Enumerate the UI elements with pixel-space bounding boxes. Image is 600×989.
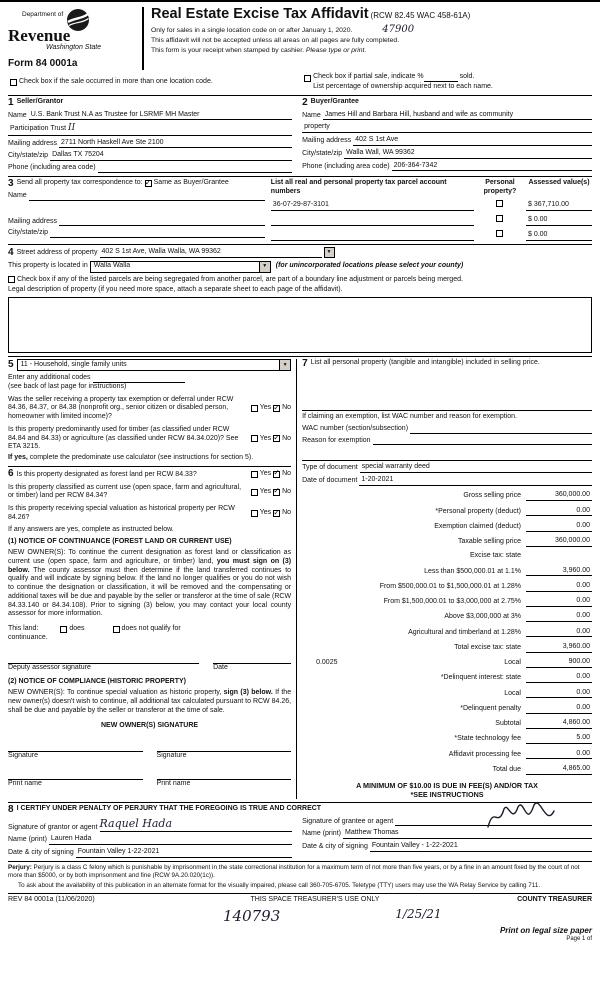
- forest-yes-checkbox[interactable]: [251, 471, 258, 478]
- county-treasurer-label: COUNTY TREASURER: [517, 896, 592, 904]
- perjury-section: [8, 864, 592, 891]
- print-name-label: Print name: [8, 779, 42, 787]
- seller-phone-input[interactable]: [98, 172, 293, 173]
- check-icon: ✓: [273, 468, 280, 478]
- parcel-numbers-header: List all real and personal property tax parcel account numbers: [270, 178, 447, 195]
- no-label: No: [282, 469, 292, 477]
- tax-value[interactable]: 0.00: [526, 612, 592, 622]
- dor-brand: [8, 7, 142, 70]
- grantee-datecity-label: Date & city of signing: [302, 843, 368, 850]
- personal-property-section: [302, 359, 592, 457]
- land-use-select-arrow-icon[interactable]: [279, 360, 290, 370]
- assessed-value-header: Assessed value(s): [528, 178, 590, 186]
- forest-land-question: Is this property designated as forest land per RCW 84.33?: [16, 470, 197, 478]
- minimum-due-note: A MINIMUM OF $10.00 IS DUE IN FEE(S) AND/OR TAX: [356, 780, 538, 790]
- parcel-number-input-1[interactable]: 36-07-29-87-3101: [271, 201, 474, 211]
- section-2-number: 2: [302, 96, 308, 108]
- county-select[interactable]: [90, 261, 271, 273]
- no-label: No: [282, 509, 292, 517]
- tax-label: Agricultural and timberland at 1.28%: [408, 628, 521, 636]
- divider: [8, 893, 592, 894]
- tax-value[interactable]: 0.00: [526, 582, 592, 592]
- owner-signature-cell-2: [157, 743, 292, 761]
- personal-property-intro: List all personal property (tangible and intangible) included in selling price.: [310, 359, 540, 366]
- forest-no-checkbox[interactable]: [273, 468, 280, 478]
- timber-yes-checkbox[interactable]: [251, 435, 258, 442]
- check-icon: ✓: [273, 402, 280, 412]
- tax-label: Subtotal: [495, 720, 521, 727]
- treasurer-stamp-number: 140793: [223, 907, 281, 926]
- section-5-number: 5: [8, 359, 14, 370]
- tax-row-local: [302, 658, 592, 668]
- tax-value[interactable]: 360,000.00: [526, 491, 592, 501]
- yes-label: Yes: [259, 487, 272, 495]
- assessed-value-input-1[interactable]: $ 367,710.00: [526, 201, 592, 211]
- personal-property-blank-area[interactable]: [302, 369, 592, 407]
- tax-label: Taxable selling price: [457, 538, 521, 545]
- divider: [302, 410, 592, 411]
- local-rate-value: 0.0025: [316, 659, 338, 666]
- notice-compliance-title: (2) NOTICE OF COMPLIANCE (HISTORIC PROPERTY): [8, 678, 186, 686]
- new-owner-signature-1-input[interactable]: [8, 743, 143, 752]
- buyer-grantee-section: [297, 98, 592, 173]
- section-4-number: 4: [8, 246, 14, 258]
- partial-sale-percent-input[interactable]: [424, 81, 458, 82]
- seller-name-line2-text: Participation Trust: [10, 125, 67, 133]
- buyer-mailing-input[interactable]: 402 S 1st Ave: [353, 136, 592, 146]
- tax-row-rate-3: [302, 597, 592, 607]
- tax-label: *Delinquent interest: state: [440, 674, 521, 682]
- tax-label: From $1,500,000.01 to $3,000,000 at 2.75%: [383, 598, 521, 605]
- tax-value[interactable]: 0.00: [526, 597, 592, 607]
- buyer-phone-input[interactable]: 206-364-7342: [392, 162, 592, 172]
- tax-computation-section: [302, 463, 592, 798]
- tax-row-exemption-deduct: [302, 522, 592, 532]
- perjury-label: Perjury:: [8, 863, 32, 871]
- correspondence-city-input[interactable]: [50, 237, 265, 238]
- notice1-text-a: NEW OWNER(S): To continue the current designation as forest land or classification as current use (open space, farm and agriculture, or timber) land,: [8, 549, 292, 565]
- document-date-input[interactable]: 1-20-2021: [359, 476, 592, 486]
- personal-property-checkbox-2[interactable]: [496, 215, 503, 222]
- seller-mailing-label: Mailing address: [8, 139, 58, 147]
- notice-continuance-body: [8, 549, 291, 619]
- personal-property-checkbox-3[interactable]: [496, 230, 503, 237]
- multi-location-checkbox[interactable]: [10, 79, 17, 86]
- buyer-phone-label: Phone (including area code): [302, 162, 390, 170]
- seller-phone-label: Phone (including area code): [8, 164, 96, 171]
- codes-instructions-note: (see back of last page for instructions): [8, 382, 127, 390]
- left-column: [8, 359, 297, 799]
- check-icon: ✓: [273, 507, 280, 517]
- middle-columns: [8, 359, 592, 799]
- sold-label: sold.: [459, 73, 475, 80]
- arrow-down-icon: ▼: [326, 248, 332, 255]
- grantor-printname-label: Name (print): [8, 836, 47, 844]
- seller-name-input[interactable]: U.S. Bank Trust N.A as Trustee for LSRMF MH Master: [29, 111, 292, 121]
- segregated-parcels-label: Check box if any of the listed parcels are being segregated from another parcel, are part of a boundary line adjustment or parcels being merged.: [17, 275, 463, 283]
- tax-value[interactable]: 4,865.00: [526, 765, 592, 775]
- tax-value[interactable]: 5.00: [526, 734, 592, 744]
- notice2-text-a: NEW OWNER(S): To continue special valuation as historic property,: [8, 689, 224, 696]
- yes-label: Yes: [259, 509, 272, 517]
- tax-label: From $500,000.01 to $1,500,000.01 at 1.28%: [379, 582, 521, 590]
- current-use-no-checkbox[interactable]: [273, 486, 280, 496]
- street-address-label: Street address of property: [16, 248, 98, 256]
- timber-no-checkbox[interactable]: [273, 432, 280, 442]
- timber-question: Is this property predominantly used for timber (as classified under RCW 84.84 and 84.33) or agriculture (as classified under RCW 84.34.020)? See ETA 3215.: [8, 425, 239, 451]
- top-checkbox-row: [8, 73, 592, 92]
- rcw-reference: (RCW 82.45 WAC 458-61A): [370, 11, 471, 20]
- historical-no-checkbox[interactable]: [273, 507, 280, 517]
- yes-label: Yes: [259, 434, 272, 442]
- partial-sale-checkbox[interactable]: [304, 75, 311, 82]
- tax-row-personal-deduct: [302, 507, 592, 517]
- tax-label: Less than $500,000.01 at 1.1%: [424, 567, 521, 575]
- street-address-dropdown-arrow-icon[interactable]: [324, 247, 335, 258]
- grantor-signature[interactable]: Raquel Hada: [99, 816, 173, 830]
- tax-row-delinquent-interest-local: [302, 689, 592, 699]
- tax-label: *Personal property (deduct): [435, 507, 521, 515]
- revenue-wordmark: Revenue: [8, 25, 71, 45]
- no-label: No: [282, 404, 292, 412]
- seller-city-input[interactable]: Dallas TX 75204: [50, 151, 292, 161]
- tax-row-rate-1: [302, 567, 592, 577]
- does-not-label: does not qualify for: [121, 625, 181, 632]
- tax-value[interactable]: 0.00: [526, 522, 592, 532]
- tax-row-delinquent-penalty: [302, 704, 592, 714]
- land-use-code-value: 11 - Household, single family units: [20, 360, 127, 368]
- tax-value[interactable]: 0.00: [526, 689, 592, 699]
- signature-label: Signature: [156, 752, 187, 759]
- seller-name-label: Name: [8, 111, 27, 119]
- tax-value[interactable]: 0.00: [526, 750, 592, 760]
- parcel-number-input-2[interactable]: [271, 225, 474, 226]
- tax-label: *State technology fee: [454, 735, 521, 743]
- seller-city-label: City/state/zip: [8, 152, 49, 160]
- buyer-name-input-line2[interactable]: property: [302, 123, 592, 133]
- correspondence-city-label: City/state/zip: [8, 229, 49, 237]
- exemption-reason-input[interactable]: [373, 444, 592, 445]
- instruction-line3: This form is your receipt when stamped by cashier.: [151, 46, 306, 54]
- divider: [8, 466, 291, 467]
- does-label: does: [69, 625, 85, 632]
- no-label: No: [282, 487, 292, 495]
- no-label: No: [282, 434, 292, 442]
- tax-label: Exemption claimed (deduct): [434, 522, 521, 530]
- tax-value[interactable]: 900.00: [526, 658, 592, 668]
- section-3-number: 3: [8, 177, 14, 189]
- section-6-number: 6: [8, 467, 14, 479]
- notice2-text-c: If the new owner(s) doesn't wish to continue, all additional tax calculated pursuant to RCW 84.26, shall be due and payable by the seller or transferor at the time of sale.: [8, 689, 292, 714]
- tax-value[interactable]: 360,000.00: [526, 537, 592, 547]
- personal-property-header: Personal property?: [483, 178, 517, 195]
- parcel-row: [271, 230, 592, 241]
- divider: [8, 95, 592, 96]
- handwritten-location-code: 47900: [382, 23, 415, 35]
- tax-row-subtotal: [302, 719, 592, 729]
- tax-row-rate-2: [302, 582, 592, 592]
- tax-value[interactable]: 0.00: [526, 673, 592, 683]
- notice-compliance-body: [8, 689, 291, 715]
- exemption-question: Was the seller receiving a property tax exemption or deferral under RCW 84.36, 84.37, or 84.38 (nonprofit org., senior citizen or disabled person, homeowner with limited income)?: [8, 395, 234, 420]
- yes-label: Yes: [259, 404, 272, 412]
- notice1-text-c: The county assessor must then determine if the land transferred continues to qualify and will indicate by signing below. If the land no longer qualifies or you do not wish to continue the designation or classification, it will be removed and the compensating or additional taxes will be due and payable by the seller or transferor at the time of sale (RCW 84.33.140 or 84.34.108). Prior to signing (3) below, you may contact your local county assessor for more information.: [8, 566, 292, 618]
- divider: [8, 244, 592, 245]
- divider: [302, 460, 592, 461]
- buyer-city-input[interactable]: Walla Wall, WA 99362: [344, 149, 592, 159]
- seller-name-handwritten-suffix: II: [68, 123, 76, 134]
- owner-printname-cell-1: [8, 771, 143, 789]
- wac-number-input[interactable]: [410, 433, 592, 434]
- alternate-format-note: To ask about the availability of this publication in an alternate format for the visually impaired, please call 360-705-6705. Teletype (TTY) users may use the WA Relay Service by calling 711.: [18, 882, 541, 890]
- divider: [8, 176, 592, 177]
- tax-value[interactable]: 4,860.00: [526, 719, 592, 729]
- notice1-text-bold: you must sign on (3) below.: [8, 557, 292, 574]
- new-owner-printname-1-input[interactable]: [8, 771, 143, 780]
- partial-sale-label: Check box if partial sale, indicate %: [313, 73, 424, 80]
- parcel-row: [271, 200, 592, 211]
- deputy-signature-cell: [8, 655, 199, 673]
- instruction-line1: Only for sales in a single location code on or after January 1, 2020.: [151, 26, 353, 34]
- deputy-assessor-signature-label: Deputy assessor signature: [8, 663, 91, 671]
- tax-row-tech-fee: [302, 734, 592, 744]
- tax-row-processing-fee: [302, 750, 592, 760]
- if-yes-label: If yes,: [8, 454, 28, 461]
- seller-name-input-line2[interactable]: [8, 123, 292, 135]
- buyer-grantee-title: Buyer/Grantee: [310, 98, 359, 106]
- if-yes-note: complete the predominate use calculator (see instructions for section 5).: [27, 454, 254, 461]
- correspondence-name-input[interactable]: [29, 200, 265, 201]
- tax-value[interactable]: 3,960.00: [526, 643, 592, 653]
- section-1-number: 1: [8, 96, 14, 108]
- same-as-buyer-label: Same as Buyer/Grantee: [153, 179, 229, 187]
- tax-row-total-due: [302, 765, 592, 775]
- deputy-date-cell: [213, 655, 291, 673]
- continuance-label: continuance.: [8, 633, 48, 641]
- buyer-name-label: Name: [302, 111, 321, 119]
- tax-row-taxable: [302, 537, 592, 547]
- new-owners-signature-title: NEW OWNER(S) SIGNATURE: [100, 722, 199, 730]
- seller-grantor-section: [8, 98, 297, 173]
- grantor-datecity-input[interactable]: Fountain Valley 1-22-2021: [76, 848, 292, 858]
- print-name-label: Print name: [156, 779, 191, 787]
- new-owner-printname-2-input[interactable]: [157, 771, 292, 780]
- type-or-print-note: Please type or print.: [305, 46, 367, 54]
- document-type-label: Type of document: [302, 464, 358, 472]
- tax-value[interactable]: 0.00: [526, 704, 592, 714]
- section-8-number: 8: [8, 803, 14, 815]
- page-title: Real Estate Excise Tax Affidavit: [151, 6, 369, 22]
- title-block: [142, 7, 592, 70]
- send-correspondence-label: Send all property tax correspondence to:: [16, 179, 143, 187]
- arrow-down-icon: ▼: [262, 263, 268, 270]
- exemption-yes-checkbox[interactable]: [251, 405, 258, 412]
- tax-label: Above $3,000,000 at 3%: [444, 613, 521, 621]
- grantee-signature-label: Signature of grantee or agent: [302, 817, 394, 825]
- reason-exemption-label: Reason for exemption: [302, 436, 371, 444]
- land-does-qualify-checkbox[interactable]: [60, 626, 67, 633]
- grantee-printname-label: Name (print): [302, 830, 341, 838]
- assessed-value-input-2[interactable]: $ 0.00: [526, 216, 592, 226]
- street-address-input[interactable]: 402 S 1st Ave, Walla Walla, WA 99362: [100, 248, 322, 258]
- see-instructions-note: *SEE INSTRUCTIONS: [410, 789, 484, 799]
- buyer-mailing-label: Mailing address: [302, 137, 352, 144]
- exemption-no-checkbox[interactable]: [273, 402, 280, 412]
- tax-value[interactable]: 0.00: [526, 507, 592, 517]
- tax-label: Local: [504, 659, 521, 666]
- notice-continuance-title: (1) NOTICE OF CONTINUANCE (FOREST LAND OR CURRENT USE): [8, 538, 232, 546]
- same-as-buyer-checkbox[interactable]: [144, 177, 152, 187]
- rev-number: REV 84 0001a (11/06/2020): [8, 896, 95, 904]
- wac-number-label: WAC number (section/subsection): [302, 424, 409, 432]
- unincorporated-note: (for unincorporated locations please select your county): [275, 262, 464, 270]
- claiming-exemption-note: If claiming an exemption, list WAC number and reason for exemption.: [302, 413, 517, 420]
- form-number: Form 84 0001a: [8, 57, 78, 69]
- legal-size-note: Print on legal size paper: [499, 925, 592, 935]
- county-select-value: Walla Walla: [93, 262, 131, 270]
- tax-row-total-state: [302, 643, 592, 653]
- arrow-down-icon: ▼: [282, 361, 288, 368]
- property-location-section: [8, 247, 592, 354]
- parcel-row: [271, 215, 592, 226]
- current-use-question: Is this property classified as current use (open space, farm and agricultural, or timber) land per RCW 84.34?: [8, 483, 242, 500]
- land-does-not-qualify-checkbox[interactable]: [113, 626, 120, 633]
- land-use-code-select[interactable]: [17, 359, 292, 371]
- new-owner-signature-2-input[interactable]: [157, 743, 292, 752]
- tax-label: Affidavit processing fee: [448, 750, 521, 758]
- grantor-datecity-label: Date & city of signing: [8, 849, 74, 856]
- tax-row-rate-4: [302, 612, 592, 622]
- grantor-printname-input[interactable]: Lauren Hada: [49, 835, 292, 845]
- certification-section: [8, 805, 592, 858]
- tax-value[interactable]: 0.00: [526, 628, 592, 638]
- check-icon: ✓: [144, 177, 152, 187]
- tax-row-excise-header: [302, 552, 592, 561]
- historical-yes-checkbox[interactable]: [251, 510, 258, 517]
- grantee-datecity-input[interactable]: Fountain Valley - 1-22-2021: [370, 842, 592, 852]
- deputy-assessor-signature-input[interactable]: [8, 655, 199, 664]
- right-column: [297, 359, 592, 799]
- located-in-label: This property is located in: [8, 262, 88, 270]
- tax-label: Local: [504, 689, 521, 697]
- header: [8, 7, 592, 70]
- grantor-signature-label: Signature of grantor or agent: [8, 823, 98, 831]
- seller-grantor-title: Seller/Grantor: [16, 98, 64, 106]
- parties-section: [8, 98, 592, 173]
- segregated-parcels-checkbox[interactable]: [8, 276, 15, 283]
- tax-value[interactable]: 3,960.00: [526, 567, 592, 577]
- tax-row-gross: [302, 491, 592, 501]
- ownership-percentage-note: List percentage of ownership acquired next to each name.: [313, 82, 493, 90]
- buyer-city-label: City/state/zip: [302, 149, 343, 157]
- tax-label: Total excise tax: state: [454, 643, 521, 651]
- deputy-date-input[interactable]: [213, 655, 291, 664]
- document-type-input[interactable]: special warranty deed: [360, 463, 592, 473]
- department-of-label: Department of: [22, 11, 64, 18]
- grantee-signature-scribble: [486, 799, 556, 837]
- personal-property-checkbox-1[interactable]: [496, 200, 503, 207]
- tax-label: Total due: [492, 765, 521, 773]
- certify-statement: I CERTIFY UNDER PENALTY OF PERJURY THAT THE FOREGOING IS TRUE AND CORRECT: [16, 805, 322, 813]
- additional-codes-label: Enter any additional codes: [8, 374, 91, 381]
- check-icon: ✓: [273, 486, 280, 496]
- yes-label: Yes: [259, 469, 272, 477]
- if-any-yes-note: If any answers are yes, complete as instructed below.: [8, 525, 174, 533]
- treasurer-stamp-date: 1/25/21: [395, 907, 442, 922]
- divider: [8, 861, 592, 862]
- tax-label: Gross selling price: [463, 492, 521, 500]
- correspondence-name-label: Name: [8, 191, 27, 199]
- tax-row-delinquent-interest-state: [302, 673, 592, 683]
- instruction-line2: This affidavit will not be accepted unless all areas on all pages are fully completed.: [151, 37, 400, 45]
- washington-state-label: Washington State: [46, 43, 102, 51]
- legal-description-box[interactable]: [8, 297, 592, 353]
- signature-label: Signature: [8, 752, 38, 759]
- county-select-arrow-icon[interactable]: [259, 262, 270, 272]
- seller-mailing-input[interactable]: 2711 North Haskell Ave Ste 2100: [59, 139, 292, 149]
- legal-description-label: Legal description of property (if you need more space, attach a separate sheet to each page of the affidavit).: [8, 286, 343, 294]
- deputy-date-label: Date: [213, 663, 228, 671]
- correspondence-mailing-input[interactable]: [59, 225, 265, 226]
- document-date-label: Date of document: [302, 477, 358, 484]
- land-designation-section: [8, 469, 291, 789]
- owner-signature-cell-1: [8, 743, 143, 761]
- parcel-number-input-3[interactable]: [271, 240, 474, 241]
- multi-location-label: Check box if the sale occurred in more than one location code.: [19, 77, 213, 85]
- page-number: Page 1 of: [566, 935, 592, 942]
- tax-label: Excise tax: state: [470, 552, 521, 560]
- footer: [8, 896, 592, 943]
- tax-row-agricultural: [302, 628, 592, 638]
- historical-question: Is this property receiving special valuation as historical property per RCW 84.26?: [8, 505, 235, 521]
- section-7-number: 7: [302, 358, 308, 369]
- owner-printname-cell-2: [157, 771, 292, 789]
- tax-correspondence-section: [8, 179, 592, 241]
- divider: [8, 356, 592, 357]
- assessed-value-input-3[interactable]: $ 0.00: [526, 231, 592, 241]
- notice2-text-bold: sign (3) below.: [223, 689, 273, 696]
- tax-label: *Delinquent penalty: [460, 704, 521, 712]
- current-use-yes-checkbox[interactable]: [251, 489, 258, 496]
- buyer-name-input[interactable]: James Hill and Barbara Hill, husband and wife as community: [323, 111, 592, 121]
- correspondence-mailing-label: Mailing address: [8, 217, 58, 225]
- grantee-printname-input[interactable]: Matthew Thomas: [343, 829, 592, 839]
- land-use-section: [8, 359, 291, 371]
- perjury-text: Perjury is a class C felony which is punishable by imprisonment in the state correctional institution for a maximum term of not more than five years, or by a fine in an amount fixed by the court of not more than $5000, or by both imprisonment and fine (RCW 9A.20.020(1c)).: [8, 863, 580, 879]
- treasurer-space-label: THIS SPACE TREASURER'S USE ONLY: [250, 896, 380, 904]
- check-icon: ✓: [273, 432, 280, 442]
- this-land-label: This land:: [8, 625, 39, 632]
